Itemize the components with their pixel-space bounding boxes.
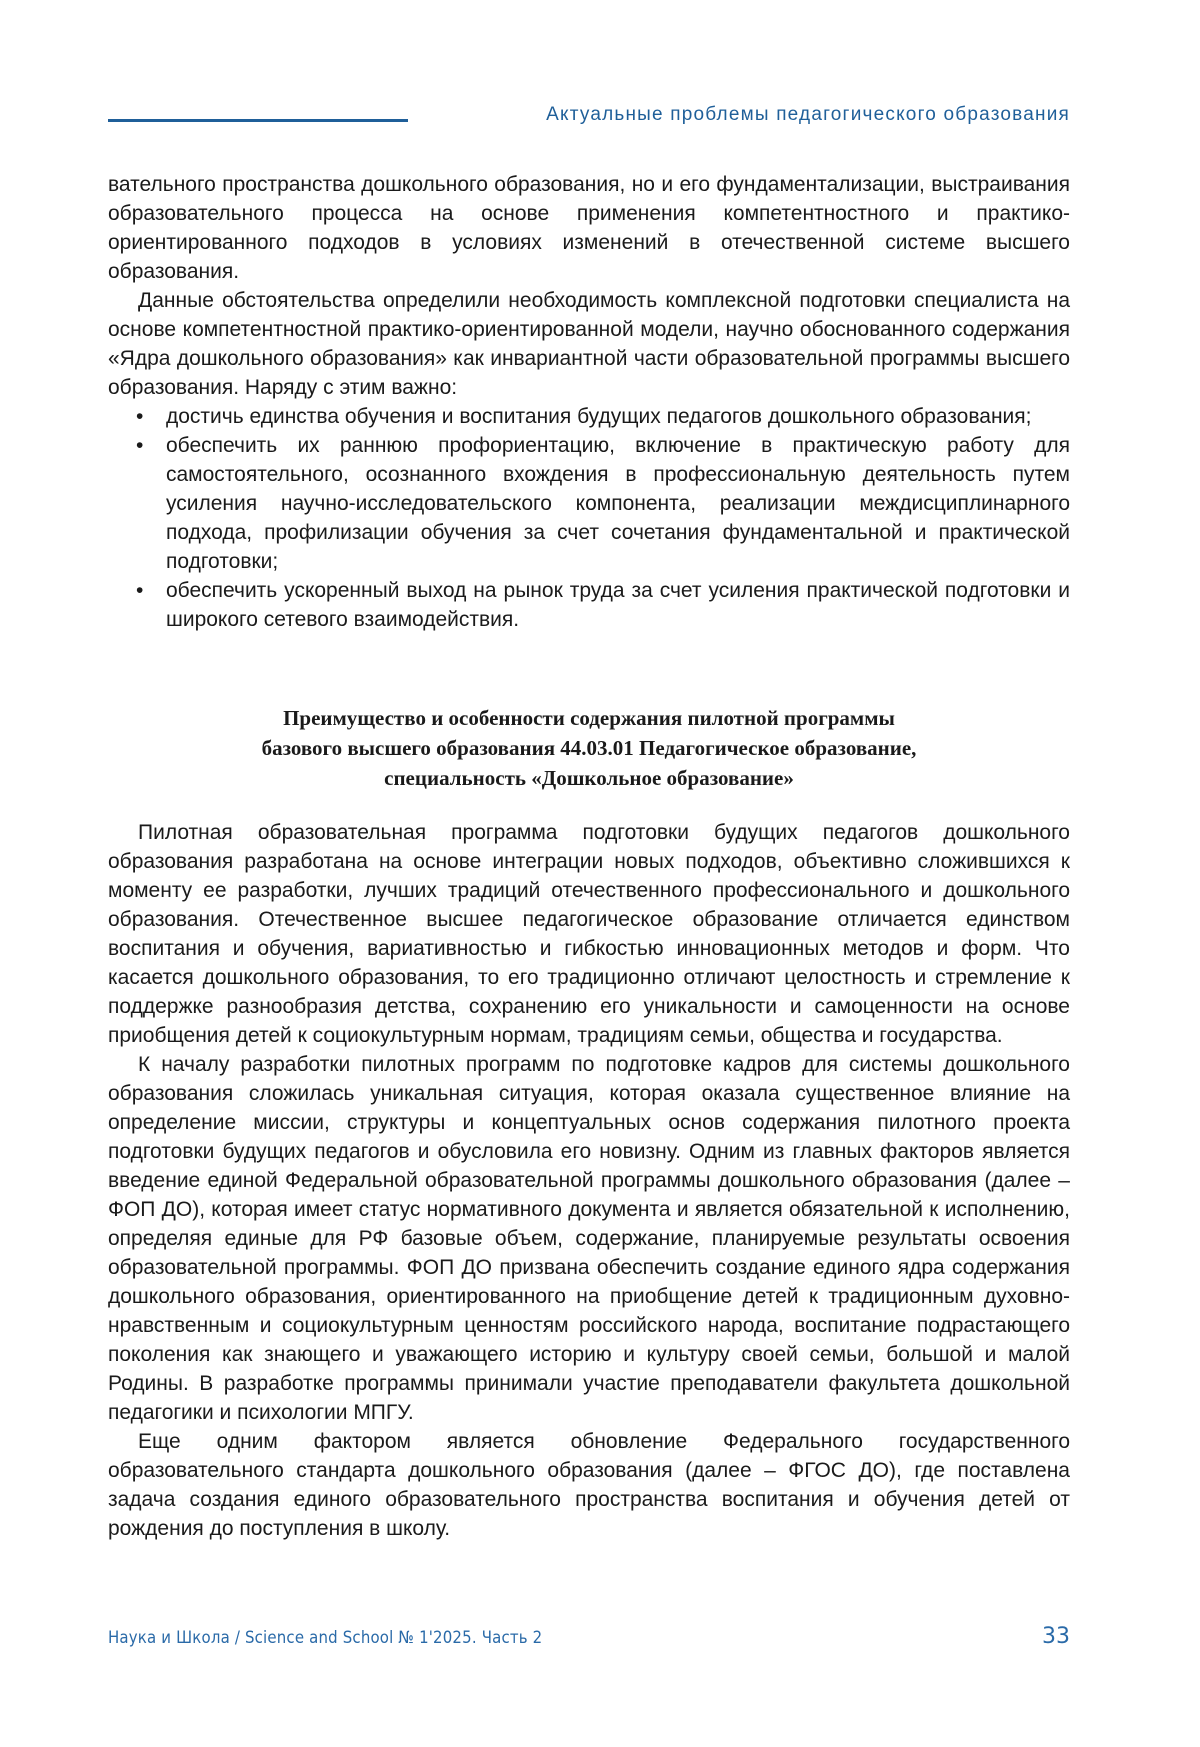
paragraph-pilot-program: Пилотная образовательная программа подготовки будущих педагогов дошкольного образования разработана на основе интеграции новых подходов, объективно сложившихся к моменту ее разработки, лучших традиций отечественного профессионального и дошкольного образования. Отечественное высшее педагогическое образование отличается единством воспитания и обучения, вариативностью и гибкостью инновационных методов и форм. Что касается дошкольного образования, то его традиционно отличают целостность и стремление к поддержке разнообразия детства, сохранению его уникальности и самоценности на основе приобщения детей к социокультурным нормам, традициям семьи, общества и государства. xyxy=(108,821,1070,1047)
bullet-item-unity xyxy=(108,402,1070,431)
bullet-text: достичь единства обучения и воспитания будущих педагогов дошкольного образования; xyxy=(166,405,1032,428)
bullet-marker: • xyxy=(136,434,144,457)
bullet-marker: • xyxy=(136,579,144,602)
running-title: Актуальные проблемы педагогического образования xyxy=(546,104,1070,125)
bullet-marker: • xyxy=(136,405,144,428)
section-heading-line: специальность «Дошкольное образование» xyxy=(384,766,794,790)
section-heading-line: базового высшего образования 44.03.01 Педагогическое образование, xyxy=(261,736,917,760)
header-rule xyxy=(108,119,408,122)
journal-name: Наука и Школа / Science and School № 1'2025. Часть 2 xyxy=(108,1628,543,1648)
section-heading-line: Преимущество и особенности содержания пилотной программы xyxy=(283,706,895,730)
paragraph-fgos-do: Еще одним фактором является обновление Федерального государственного образовательного стандарта дошкольного образования (далее – ФГОС ДО), где поставлена задача создания единого образовательного пространства воспитания и обучения детей от рождения до поступления в школу. xyxy=(108,1430,1070,1540)
paragraph-continuation: вательного пространства дошкольного образования, но и его фундаментализации, выстраивания образовательного процесса на основе применения компетентностного и практико-ориентированного подходов в условиях изменений в отечественной системе высшего образования. xyxy=(108,173,1070,283)
bullet-item-labor-market xyxy=(108,576,1070,634)
paragraph-fop-do: К началу разработки пилотных программ по подготовке кадров для системы дошкольного образования сложилась уникальная ситуация, которая оказала существенное влияние на определение миссии, структуры и концептуальных основ содержания пилотного проекта подготовки будущих педагогов и обусловила его новизну. Одним из главных факторов является введение единой Федеральной образовательной программы дошкольного образования (далее – ФОП ДО), которая имеет статус нормативного документа и является обязательной к исполнению, определяя единые для РФ базовые объем, содержание, планируемые результаты освоения образовательной программы. ФОП ДО призвана обеспечить создание единого ядра содержания дошкольного образования, ориентированного на приобщение детей к традиционным духовно-нравственным и социокультурным ценностям российского народа, воспитание подрастающего поколения как знающего и уважающего историю и культуру своей семьи, большой и малой Родины. В разработке программы принимали участие преподаватели факультета дошкольной педагогики и психологии МПГУ. xyxy=(108,1053,1070,1424)
running-header xyxy=(108,104,1070,128)
bullet-text: обеспечить их раннюю профориентацию, включение в практическую работу для самостоятельного, осознанного вхождения в профессиональную деятельность путем усиления научно-исследовательского компонента, реализации междисциплинарного подхода, профилизации обучения за счет сочетания фундаментальной и практической подготовки; xyxy=(166,434,1070,573)
body-block-bottom xyxy=(108,818,1070,1543)
bullet-text: обеспечить ускоренный выход на рынок труда за счет усиления практической подготовки и широкого сетевого взаимодействия. xyxy=(166,579,1070,631)
bullet-list xyxy=(108,402,1070,634)
body-block-top xyxy=(108,170,1070,634)
paragraph-necessity: Данные обстоятельства определили необходимость комплексной подготовки специалиста на основе компетентностной практико-ориентированной модели, научно обоснованного содержания «Ядра дошкольного образования» как инвариантной части образовательной программы высшего образования. Наряду с этим важно: xyxy=(108,289,1070,399)
section-heading xyxy=(108,703,1070,793)
bullet-item-career-guidance xyxy=(108,431,1070,576)
page-number: 33 xyxy=(1042,1624,1070,1649)
page-footer xyxy=(108,1624,1070,1652)
